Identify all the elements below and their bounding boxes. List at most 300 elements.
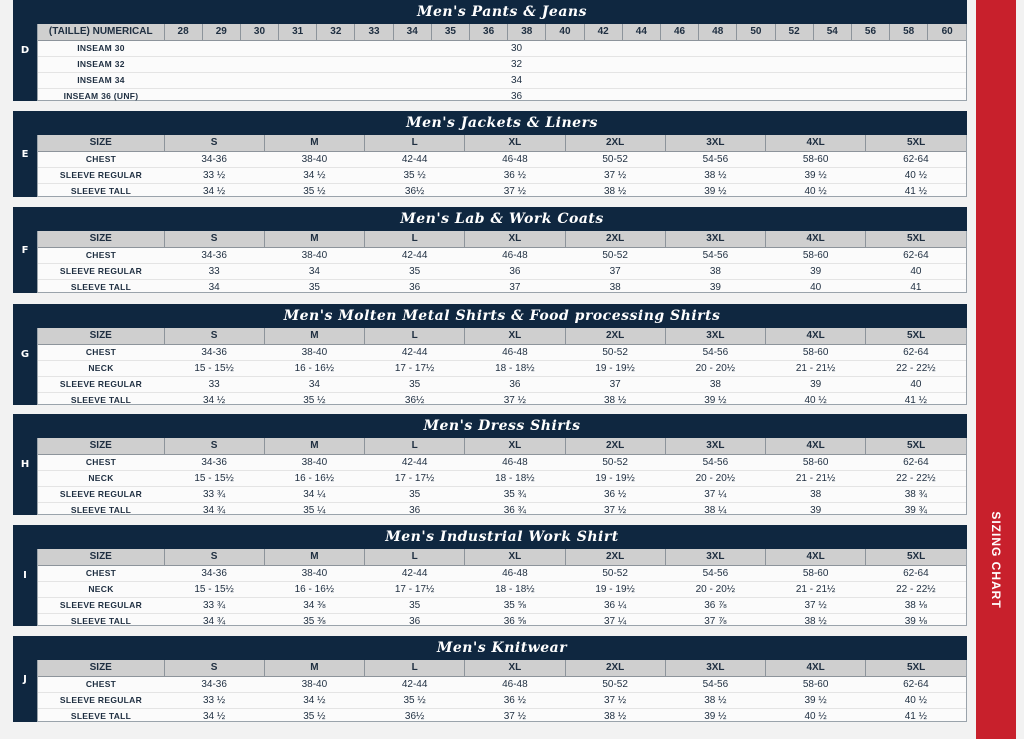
size-header-cell: 40 (546, 24, 584, 41)
table-cell: 34 ½ (203, 711, 226, 722)
table-cell: 17 - 17½ (365, 361, 465, 377)
size-header-cell: 4XL (766, 231, 866, 248)
section-letter: D (13, 0, 37, 101)
size-section (13, 525, 967, 626)
table-cell: 36 ¾ (503, 505, 526, 516)
table-header-row (38, 549, 966, 566)
size-header-cell: M (264, 328, 364, 345)
table-cell: 37 ¼ (604, 616, 627, 627)
section-letter: E (13, 111, 37, 197)
table-cell: 38 (665, 377, 765, 393)
table-cell: 38-40 (264, 248, 364, 264)
table-row (38, 248, 966, 264)
table-cell: 58-60 (766, 248, 866, 264)
table-cell: 18 - 18½ (465, 361, 565, 377)
table-cell: 54-56 (665, 677, 765, 693)
size-header-cell: 5XL (866, 135, 966, 152)
table-row (38, 693, 966, 709)
size-header-cell: 5XL (866, 660, 966, 677)
table-row (38, 184, 966, 200)
size-header-cell: 33 (355, 24, 393, 41)
table-cell: 42-44 (365, 345, 465, 361)
size-header-cell: 4XL (766, 135, 866, 152)
row-label: SLEEVE REGULAR (38, 264, 164, 280)
size-header-cell: 5XL (866, 549, 966, 566)
table-cell: 34 ½ (264, 168, 364, 184)
size-header-cell: 48 (699, 24, 737, 41)
table-cell: 35 ¼ (303, 505, 326, 516)
row-label: CHEST (38, 152, 164, 168)
size-header-cell: M (264, 438, 364, 455)
size-header-cell: 3XL (665, 549, 765, 566)
size-header-cell: S (164, 660, 264, 677)
table-cell: 42-44 (365, 677, 465, 693)
table-cell: 37 ¼ (665, 487, 765, 503)
table-cell: 46-48 (465, 345, 565, 361)
table-cell: 34-36 (164, 566, 264, 582)
table-cell: 34 ¾ (203, 505, 226, 516)
header-label: SIZE (38, 135, 164, 152)
table-cell: 38 (766, 487, 866, 503)
row-label: NECK (38, 361, 164, 377)
table-header-row (38, 135, 966, 152)
size-header-cell: 52 (775, 24, 813, 41)
table-cell: 58-60 (766, 677, 866, 693)
table-cell: 33 ¾ (164, 487, 264, 503)
table-cell: 58-60 (766, 566, 866, 582)
row-label: INSEAM 36 (UNF) (63, 91, 139, 101)
table-cell: 36 (409, 282, 421, 293)
table-cell: 34-36 (164, 345, 264, 361)
row-label: CHEST (38, 248, 164, 264)
table-cell: 37 ½ (766, 598, 866, 614)
size-header-cell: M (264, 231, 364, 248)
table-cell: 22 - 22½ (866, 582, 966, 598)
table-cell: 40 (866, 264, 966, 280)
table-header-row (38, 660, 966, 677)
table-cell: 35 ⅜ (303, 616, 326, 627)
table-cell: 36½ (404, 186, 425, 197)
table-cell: 40 (810, 282, 822, 293)
table-cell: 22 - 22½ (866, 471, 966, 487)
size-header-cell: 30 (240, 24, 278, 41)
table-row (38, 487, 966, 503)
table-cell: 19 - 19½ (565, 361, 665, 377)
table-cell: 17 - 17½ (365, 582, 465, 598)
table-row (38, 41, 966, 57)
table-cell: 50-52 (565, 152, 665, 168)
table-cell: 62-64 (866, 345, 966, 361)
table-cell: 46-48 (465, 566, 565, 582)
table-cell: 36 (465, 377, 565, 393)
table-cell: 34 ½ (264, 693, 364, 709)
table-cell: 46-48 (465, 248, 565, 264)
size-header-cell: 44 (622, 24, 660, 41)
table-header-row (38, 438, 966, 455)
size-header-cell: 3XL (665, 328, 765, 345)
size-header-cell: M (264, 549, 364, 566)
table-cell: 21 - 21½ (766, 471, 866, 487)
table-cell: 37 ½ (565, 693, 665, 709)
table-cell: 36 (409, 616, 421, 627)
table-cell: 39 ½ (704, 395, 727, 406)
size-header-cell: XL (465, 438, 565, 455)
sizing-chart-side-tab (976, 0, 1016, 739)
size-header-cell: S (164, 328, 264, 345)
size-section (13, 111, 967, 197)
table-cell: 38-40 (264, 152, 364, 168)
table-cell: 36 ⅞ (665, 598, 765, 614)
size-header-cell: 2XL (565, 231, 665, 248)
table-cell: 46-48 (465, 152, 565, 168)
table-cell: 35 ½ (303, 395, 326, 406)
table-cell: 41 (910, 282, 922, 293)
table-cell: 34 ½ (203, 186, 226, 197)
size-header-cell: 34 (393, 24, 431, 41)
table-cell: 20 - 20½ (665, 361, 765, 377)
row-label: SLEEVE REGULAR (38, 693, 164, 709)
table-cell: 33 ¾ (164, 598, 264, 614)
table-row (38, 89, 966, 105)
row-label: SLEEVE REGULAR (38, 598, 164, 614)
table-row (38, 393, 966, 409)
table-row (38, 345, 966, 361)
size-header-cell: S (164, 438, 264, 455)
table-cell: 40 ½ (866, 168, 966, 184)
section-letter: I (13, 525, 37, 626)
size-header-cell: 4XL (766, 438, 866, 455)
size-header-cell: S (164, 135, 264, 152)
table-cell: 50-52 (565, 455, 665, 471)
size-header-cell: 32 (317, 24, 355, 41)
size-header-cell: 4XL (766, 660, 866, 677)
table-cell: 38-40 (264, 677, 364, 693)
size-header-cell: 60 (928, 24, 966, 41)
table-header-row (38, 24, 966, 41)
table-cell: 62-64 (866, 677, 966, 693)
table-cell: 34 (264, 264, 364, 280)
section-table-container (37, 231, 967, 293)
size-table (38, 231, 966, 295)
header-label: SIZE (38, 660, 164, 677)
size-section (13, 0, 967, 101)
section-letter: J (13, 636, 37, 722)
table-row (38, 614, 966, 630)
table-cell: 39 (810, 505, 822, 516)
table-cell: 40 ½ (804, 711, 827, 722)
table-cell: 41 ½ (904, 186, 927, 197)
table-cell: 21 - 21½ (766, 361, 866, 377)
table-cell: 42-44 (365, 248, 465, 264)
table-cell: 34-36 (164, 455, 264, 471)
table-cell: 34 ½ (203, 395, 226, 406)
table-cell: 42-44 (365, 455, 465, 471)
table-cell: 37 ½ (565, 168, 665, 184)
table-cell: 36½ (404, 711, 425, 722)
size-header-cell: XL (465, 328, 565, 345)
table-cell: 34 ⅜ (264, 598, 364, 614)
table-cell: 39 (766, 377, 866, 393)
size-header-cell: L (365, 135, 465, 152)
table-row (38, 168, 966, 184)
size-section (13, 304, 967, 405)
table-cell: 37 (565, 377, 665, 393)
table-cell: 39 (766, 264, 866, 280)
table-row (38, 503, 966, 519)
table-cell: 54-56 (665, 345, 765, 361)
table-cell: 34 (208, 282, 220, 293)
table-cell: 37 (509, 282, 521, 293)
size-header-cell: 3XL (665, 438, 765, 455)
row-label: SLEEVE TALL (70, 505, 132, 515)
table-cell: 46-48 (465, 677, 565, 693)
table-cell: 38 ¾ (866, 487, 966, 503)
header-label: SIZE (38, 231, 164, 248)
table-row (38, 598, 966, 614)
section-title: Men's Jackets & Liners (37, 111, 967, 135)
table-cell: 36½ (404, 395, 425, 406)
table-cell: 38 (609, 282, 621, 293)
table-row (38, 361, 966, 377)
row-label: CHEST (38, 566, 164, 582)
table-cell: 37 ½ (604, 505, 627, 516)
table-cell: 22 - 22½ (866, 361, 966, 377)
size-header-cell: 5XL (866, 328, 966, 345)
table-cell: 62-64 (866, 455, 966, 471)
table-cell: 58-60 (766, 152, 866, 168)
size-header-cell: S (164, 549, 264, 566)
size-header-cell: XL (465, 231, 565, 248)
size-header-cell: 58 (890, 24, 928, 41)
table-cell: 39 ½ (704, 711, 727, 722)
table-cell: 35 (365, 598, 465, 614)
table-cell: 15 - 15½ (164, 582, 264, 598)
size-header-cell: 28 (164, 24, 202, 41)
table-header-row (38, 328, 966, 345)
size-header-cell: 50 (737, 24, 775, 41)
size-header-cell: 5XL (866, 231, 966, 248)
table-cell: 58-60 (766, 345, 866, 361)
size-header-cell: 2XL (565, 438, 665, 455)
table-cell: 35 (365, 377, 465, 393)
table-cell: 35 (308, 282, 320, 293)
section-letter: H (13, 414, 37, 515)
table-cell: 33 ½ (164, 168, 264, 184)
size-table (38, 660, 966, 724)
row-label: INSEAM 30 (38, 41, 164, 57)
row-label: CHEST (38, 677, 164, 693)
table-cell: 16 - 16½ (264, 361, 364, 377)
inseam-value: 30 (164, 41, 966, 57)
table-cell: 54-56 (665, 566, 765, 582)
table-cell: 46-48 (465, 455, 565, 471)
row-label: NECK (38, 471, 164, 487)
row-label: SLEEVE TALL (70, 186, 132, 196)
table-cell: 54-56 (665, 152, 765, 168)
table-cell: 17 - 17½ (365, 471, 465, 487)
size-header-cell: 31 (279, 24, 317, 41)
size-header-cell: 35 (431, 24, 469, 41)
table-cell: 36 ⅝ (503, 616, 526, 627)
row-label: SLEEVE TALL (70, 282, 132, 292)
header-label: SIZE (38, 328, 164, 345)
size-header-cell: 3XL (665, 231, 765, 248)
table-cell: 40 ½ (804, 186, 827, 197)
table-cell: 35 ½ (303, 186, 326, 197)
table-cell: 36 ¼ (565, 598, 665, 614)
table-cell: 34 (264, 377, 364, 393)
size-header-cell: 29 (202, 24, 240, 41)
size-header-cell: XL (465, 135, 565, 152)
table-cell: 20 - 20½ (665, 471, 765, 487)
table-cell: 33 (164, 377, 264, 393)
inseam-value: 34 (164, 73, 966, 89)
table-row (38, 152, 966, 168)
size-header-cell: L (365, 549, 465, 566)
table-cell: 34 ¼ (264, 487, 364, 503)
size-section (13, 414, 967, 515)
row-label: SLEEVE TALL (70, 711, 132, 721)
table-cell: 36 ½ (565, 487, 665, 503)
size-header-cell: 36 (470, 24, 508, 41)
size-header-cell: 38 (508, 24, 546, 41)
size-header-cell: 42 (584, 24, 622, 41)
table-row (38, 280, 966, 296)
row-label: INSEAM 32 (38, 57, 164, 73)
row-label: SLEEVE REGULAR (38, 168, 164, 184)
table-row (38, 377, 966, 393)
table-cell: 38-40 (264, 345, 364, 361)
table-cell: 18 - 18½ (465, 471, 565, 487)
size-table (38, 135, 966, 199)
header-label: SIZE (38, 438, 164, 455)
section-title: Men's Lab & Work Coats (37, 207, 967, 231)
table-row (38, 582, 966, 598)
table-row (38, 677, 966, 693)
table-cell: 35 ½ (365, 693, 465, 709)
section-title: Men's Knitwear (37, 636, 967, 660)
table-cell: 36 (465, 264, 565, 280)
table-cell: 42-44 (365, 152, 465, 168)
table-cell: 21 - 21½ (766, 582, 866, 598)
table-cell: 35 ½ (303, 711, 326, 722)
table-cell: 39 ½ (766, 693, 866, 709)
size-header-cell: L (365, 438, 465, 455)
table-cell: 34-36 (164, 677, 264, 693)
section-title: Men's Dress Shirts (37, 414, 967, 438)
table-row (38, 455, 966, 471)
size-header-cell: 2XL (565, 660, 665, 677)
size-header-cell: M (264, 660, 364, 677)
table-cell: 18 - 18½ (465, 582, 565, 598)
table-cell: 15 - 15½ (164, 471, 264, 487)
table-cell: 16 - 16½ (264, 582, 364, 598)
section-letter: F (13, 207, 37, 293)
row-label: CHEST (38, 455, 164, 471)
table-row (38, 709, 966, 725)
section-title: Men's Molten Metal Shirts & Food processing Shirts (37, 304, 967, 328)
table-cell: 54-56 (665, 455, 765, 471)
table-cell: 15 - 15½ (164, 361, 264, 377)
section-table-container (37, 135, 967, 197)
size-table (38, 328, 966, 408)
size-table (38, 549, 966, 629)
table-cell: 39 (709, 282, 721, 293)
size-header-cell: 2XL (565, 328, 665, 345)
table-cell: 35 (365, 264, 465, 280)
table-cell: 39 ⅛ (904, 616, 927, 627)
table-row (38, 57, 966, 73)
table-cell: 38 ½ (604, 395, 627, 406)
size-header-cell: XL (465, 660, 565, 677)
table-cell: 37 ½ (503, 711, 526, 722)
size-header-cell: 4XL (766, 549, 866, 566)
size-section (13, 207, 967, 293)
table-header-row (38, 231, 966, 248)
table-cell: 19 - 19½ (565, 582, 665, 598)
inseam-value: 32 (164, 57, 966, 73)
row-label: SLEEVE REGULAR (38, 377, 164, 393)
table-cell: 37 (565, 264, 665, 280)
table-cell: 34-36 (164, 152, 264, 168)
table-cell: 62-64 (866, 566, 966, 582)
table-cell: 36 ½ (465, 693, 565, 709)
table-cell: 33 ½ (164, 693, 264, 709)
inseam-value: 36 (511, 91, 523, 102)
table-cell: 39 ½ (766, 168, 866, 184)
size-header-cell: 4XL (766, 328, 866, 345)
table-cell: 19 - 19½ (565, 471, 665, 487)
table-row (38, 566, 966, 582)
table-cell: 35 ¾ (465, 487, 565, 503)
section-title: Men's Industrial Work Shirt (37, 525, 967, 549)
table-cell: 42-44 (365, 566, 465, 582)
size-header-cell: 2XL (565, 135, 665, 152)
table-cell: 37 ½ (503, 395, 526, 406)
table-cell: 50-52 (565, 248, 665, 264)
table-cell: 35 (365, 487, 465, 503)
size-header-cell: S (164, 231, 264, 248)
table-cell: 54-56 (665, 248, 765, 264)
size-header-cell: 5XL (866, 438, 966, 455)
size-header-cell: 2XL (565, 549, 665, 566)
table-cell: 58-60 (766, 455, 866, 471)
table-cell: 50-52 (565, 345, 665, 361)
table-cell: 50-52 (565, 566, 665, 582)
table-cell: 35 ½ (365, 168, 465, 184)
table-cell: 38 ½ (604, 186, 627, 197)
size-header-cell: M (264, 135, 364, 152)
size-header-cell: XL (465, 549, 565, 566)
size-table (38, 438, 966, 518)
table-row (38, 264, 966, 280)
table-cell: 40 (866, 377, 966, 393)
table-cell: 62-64 (866, 248, 966, 264)
table-cell: 38 ½ (804, 616, 827, 627)
table-cell: 38 ¼ (704, 505, 727, 516)
section-letter: G (13, 304, 37, 405)
table-cell: 38 ⅛ (866, 598, 966, 614)
table-row (38, 73, 966, 89)
row-label: SLEEVE REGULAR (38, 487, 164, 503)
table-cell: 20 - 20½ (665, 582, 765, 598)
header-label: SIZE (38, 549, 164, 566)
row-label: INSEAM 34 (38, 73, 164, 89)
table-cell: 50-52 (565, 677, 665, 693)
table-row (38, 471, 966, 487)
table-cell: 38 (665, 264, 765, 280)
section-table-container (37, 549, 967, 626)
